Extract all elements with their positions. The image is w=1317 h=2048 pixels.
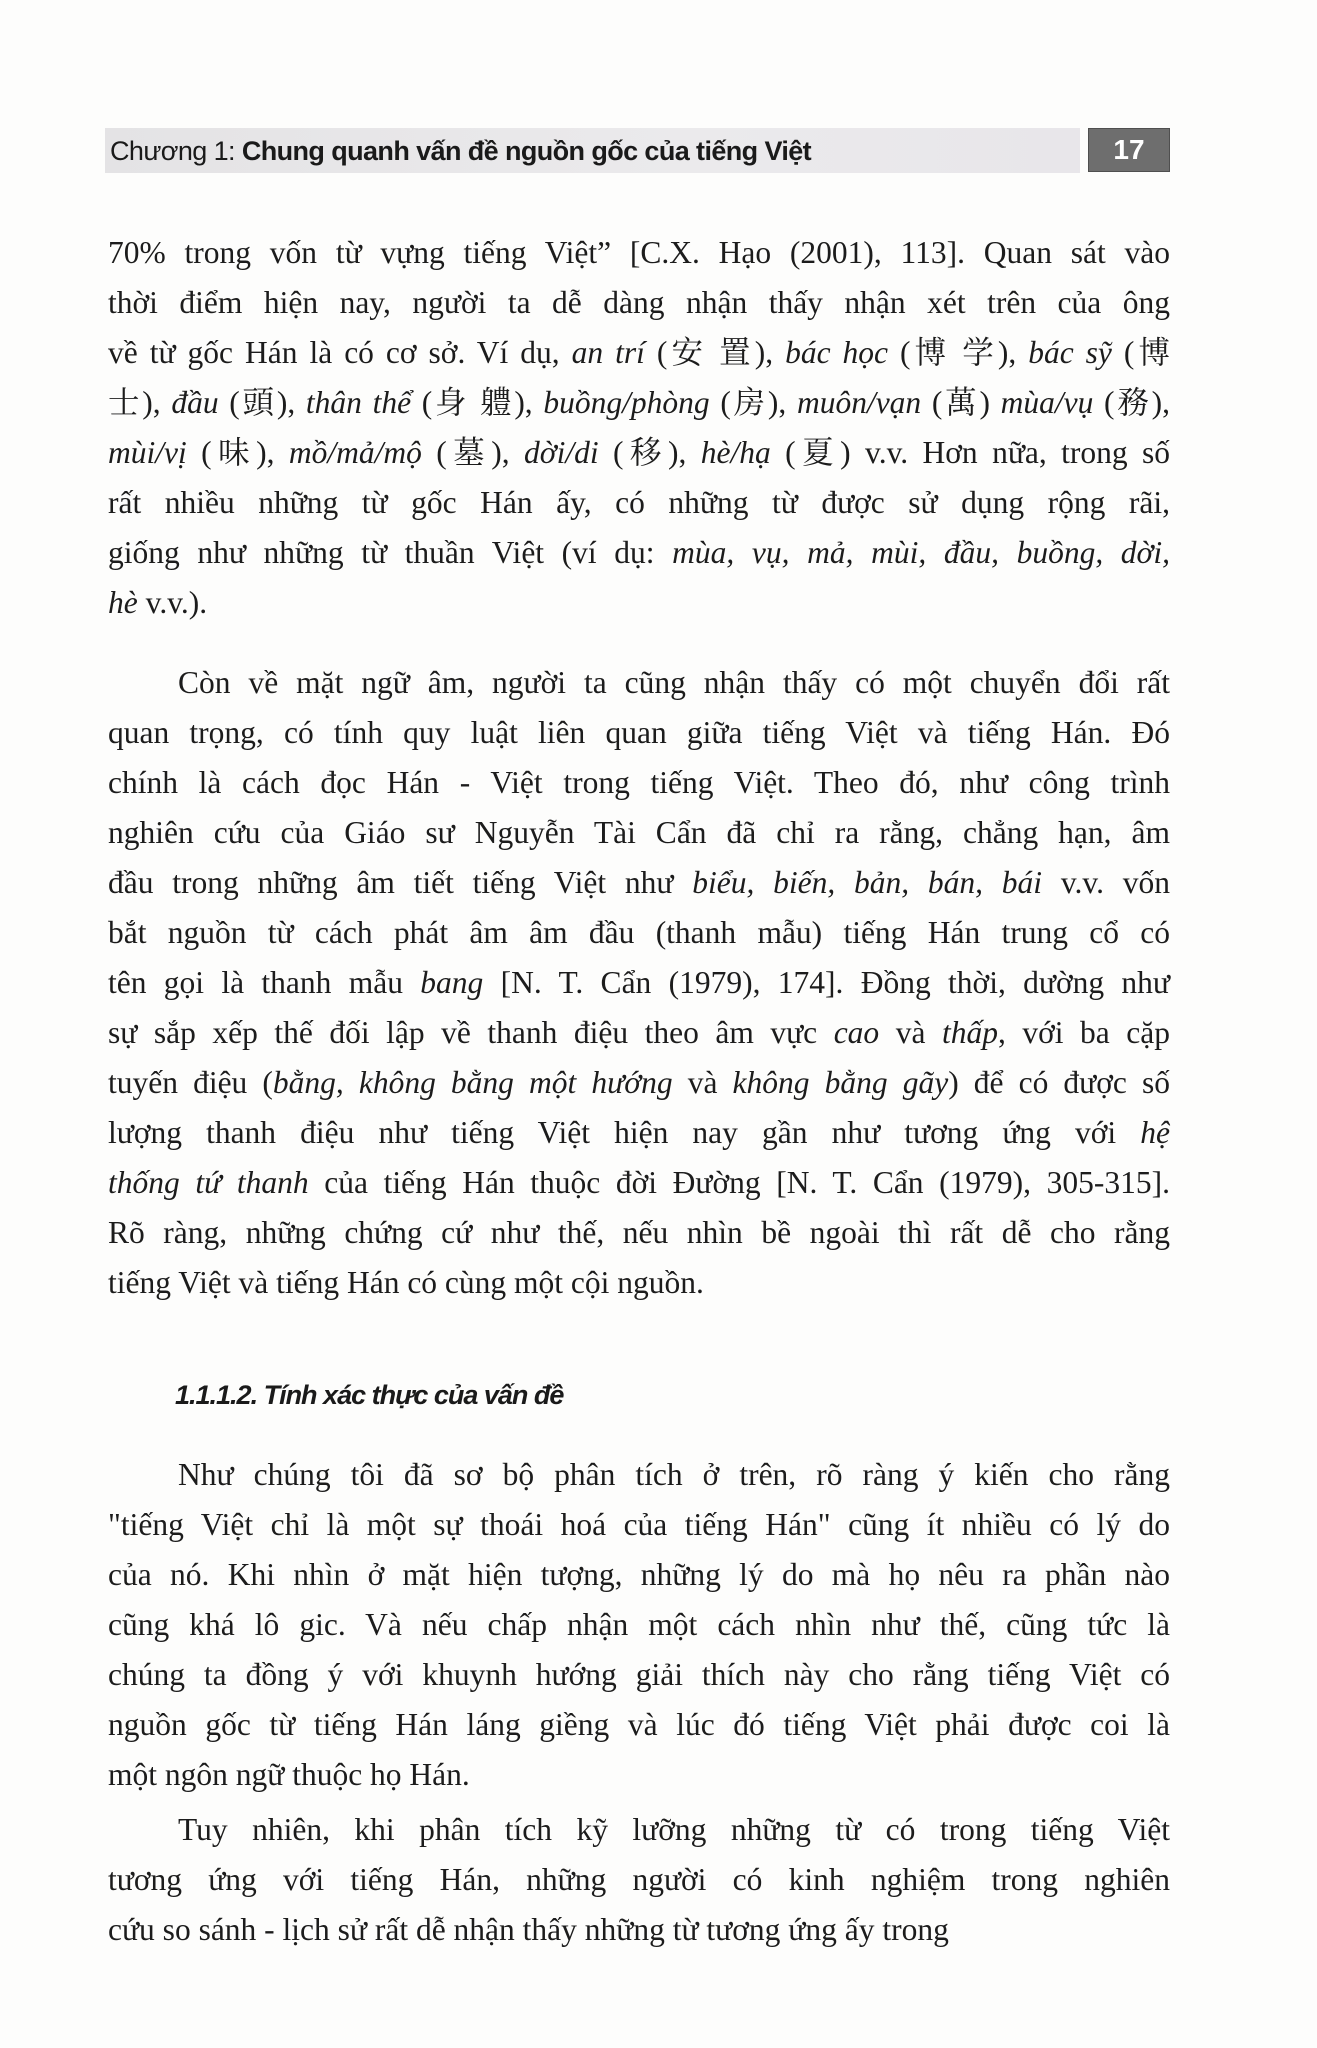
- text-run: Tuy nhiên, khi phân tích kỹ lưỡng những từ có trong tiếng Việt: [178, 1812, 1170, 1847]
- text-run: "tiếng Việt chỉ là một sự thoái hoá của tiếng Hán" cũng ít nhiều có lý do: [108, 1507, 1170, 1542]
- paragraph-3: [108, 1450, 1170, 1800]
- text-run: v.v. vốn: [1042, 865, 1170, 900]
- text-line: [108, 1905, 1170, 1955]
- text-run: , với ba cặp: [997, 1015, 1170, 1050]
- text-run: giống như những từ thuần Việt (ví dụ:: [108, 535, 673, 570]
- text-line: [108, 328, 1170, 378]
- text-line: [108, 1208, 1170, 1258]
- text-run: (房),: [709, 385, 797, 420]
- text-line: [108, 1500, 1170, 1550]
- text-run: và: [672, 1065, 733, 1100]
- text-run: rất nhiều những từ gốc Hán ấy, có những từ được sử dụng rộng rãi,: [108, 485, 1170, 520]
- section-heading: 1.1.1.2. Tính xác thực của vấn đề: [175, 1380, 564, 1410]
- text-run: (身 軆),: [411, 385, 544, 420]
- italic-term: mùa, vụ, mả, mùi, đầu, buồng, dời,: [672, 535, 1170, 570]
- text-run: nguồn gốc từ tiếng Hán láng giềng và lúc đó tiếng Việt phải được coi là: [108, 1707, 1170, 1742]
- italic-term: thống tứ thanh: [108, 1165, 309, 1200]
- text-run: nghiên cứu của Giáo sư Nguyễn Tài Cẩn đã chỉ ra rằng, chẳng hạn, âm: [108, 815, 1170, 850]
- italic-term: mùi/vị: [108, 435, 187, 470]
- text-run: (務),: [1093, 385, 1170, 420]
- italic-term: bác sỹ: [1028, 335, 1112, 370]
- page-number: 17: [1088, 128, 1170, 172]
- text-line: [108, 658, 1170, 708]
- text-run: chúng ta đồng ý với khuynh hướng giải thích này cho rằng tiếng Việt có: [108, 1657, 1170, 1692]
- text-run: tương ứng với tiếng Hán, những người có kinh nghiệm trong nghiên: [108, 1862, 1170, 1897]
- chapter-title: Chung quanh vấn đề nguồn gốc của tiếng Việt: [241, 136, 812, 166]
- chapter-label: Chương 1:: [110, 136, 235, 166]
- text-line: [108, 1108, 1170, 1158]
- text-run: Như chúng tôi đã sơ bộ phân tích ở trên, rõ ràng ý kiến cho rằng: [178, 1457, 1170, 1492]
- italic-term: bác học: [785, 335, 889, 370]
- text-line: [108, 1158, 1170, 1208]
- italic-term: muôn/vạn: [796, 385, 922, 420]
- text-line: [108, 278, 1170, 328]
- text-run: Còn về mặt ngữ âm, người ta cũng nhận thấy có một chuyển đổi rất: [178, 665, 1170, 700]
- italic-term: buồng/phòng: [543, 385, 710, 420]
- text-run: chính là cách đọc Hán - Việt trong tiếng Việt. Theo đó, như công trình: [108, 765, 1170, 800]
- italic-term: hè: [108, 585, 138, 620]
- text-run: (移),: [598, 435, 701, 470]
- text-line: [108, 908, 1170, 958]
- text-run: sự sắp xếp thế đối lập về thanh điệu theo âm vực: [108, 1015, 834, 1050]
- text-line: [108, 808, 1170, 858]
- italic-term: cao: [833, 1015, 880, 1050]
- text-run: tuyến điệu (: [108, 1065, 273, 1100]
- italic-term: hệ: [1140, 1115, 1170, 1150]
- text-line: [108, 1258, 1170, 1308]
- text-run: (頭),: [218, 385, 306, 420]
- text-run: tiếng Việt và tiếng Hán có cùng một cội nguồn.: [108, 1265, 704, 1300]
- text-run: [N. T. Cẩn (1979), 174]. Đồng thời, dường như: [483, 965, 1171, 1000]
- paragraph-2: [108, 658, 1170, 1308]
- italic-term: bằng, không bằng một hướng: [272, 1065, 673, 1100]
- italic-term: an trí: [571, 335, 645, 370]
- running-header-title: [110, 130, 811, 172]
- text-line: [108, 1650, 1170, 1700]
- text-run: thời điểm hiện nay, người ta dễ dàng nhận thấy nhận xét trên của ông: [108, 285, 1170, 320]
- italic-term: mồ/mả/mộ: [288, 435, 422, 470]
- text-line: [108, 1058, 1170, 1108]
- italic-term: thân thể: [305, 385, 412, 420]
- text-run: của nó. Khi nhìn ở mặt hiện tượng, những lý do mà họ nêu ra phần nào: [108, 1557, 1170, 1592]
- text-line: [108, 1600, 1170, 1650]
- text-line: [108, 578, 1170, 628]
- text-run: của tiếng Hán thuộc đời Đường [N. T. Cẩn (1979), 305-315].: [308, 1165, 1170, 1200]
- text-run: bắt nguồn từ cách phát âm âm đầu (thanh mẫu) tiếng Hán trung cổ có: [108, 915, 1170, 950]
- text-run: (味),: [186, 435, 289, 470]
- text-run: v.v.).: [137, 585, 208, 620]
- text-line: [108, 1805, 1170, 1855]
- text-line: [108, 228, 1170, 278]
- italic-term: thấp: [941, 1015, 998, 1050]
- text-line: [108, 1450, 1170, 1500]
- text-line: [108, 1700, 1170, 1750]
- text-run: Rõ ràng, những chứng cứ như thế, nếu nhìn bề ngoài thì rất dễ cho rằng: [108, 1215, 1170, 1250]
- paragraph-1: [108, 228, 1170, 628]
- text-run: cũng khá lô gic. Và nếu chấp nhận một cách nhìn như thế, cũng tức là: [108, 1607, 1170, 1642]
- italic-term: biểu, biến, bản, bán, bái: [692, 865, 1043, 900]
- italic-term: hè/hạ: [700, 435, 771, 470]
- text-line: [108, 528, 1170, 578]
- text-run: một ngôn ngữ thuộc họ Hán.: [108, 1757, 470, 1792]
- text-run: về từ gốc Hán là có cơ sở. Ví dụ,: [108, 335, 572, 370]
- text-run: (墓),: [421, 435, 525, 470]
- text-line: [108, 478, 1170, 528]
- italic-term: dời/di: [524, 435, 599, 470]
- italic-term: mùa/vụ: [1000, 385, 1094, 420]
- text-line: [108, 1008, 1170, 1058]
- italic-term: đầu: [171, 385, 219, 420]
- text-run: lượng thanh điệu như tiếng Việt hiện nay gần như tương ứng với: [108, 1115, 1141, 1150]
- text-line: [108, 1855, 1170, 1905]
- text-run: cứu so sánh - lịch sử rất dễ nhận thấy những từ tương ứng ấy trong: [108, 1912, 949, 1947]
- text-line: [108, 958, 1170, 1008]
- text-run: và: [879, 1015, 942, 1050]
- text-line: [108, 378, 1170, 428]
- text-run: (夏) v.v. Hơn nữa, trong số: [770, 435, 1171, 470]
- text-line: [108, 1750, 1170, 1800]
- text-run: đầu trong những âm tiết tiếng Việt như: [108, 865, 693, 900]
- text-line: [108, 1550, 1170, 1600]
- italic-term: bang: [420, 965, 484, 1000]
- text-run: tên gọi là thanh mẫu: [108, 965, 421, 1000]
- text-run: (博: [1111, 335, 1171, 370]
- text-line: [108, 858, 1170, 908]
- text-line: [108, 708, 1170, 758]
- text-line: [108, 758, 1170, 808]
- text-run: 士),: [108, 385, 172, 420]
- text-run: quan trọng, có tính quy luật liên quan giữa tiếng Việt và tiếng Hán. Đó: [108, 715, 1170, 750]
- italic-term: không bằng gãy: [732, 1065, 949, 1100]
- text-run: ) để có được số: [948, 1065, 1170, 1100]
- text-run: (博 学),: [888, 335, 1029, 370]
- text-line: [108, 428, 1170, 478]
- text-run: 70% trong vốn từ vựng tiếng Việt” [C.X. Hạo (2001), 113]. Quan sát vào: [108, 235, 1170, 270]
- text-run: (萬): [921, 385, 1001, 420]
- paragraph-4: [108, 1805, 1170, 1955]
- text-run: (安 置),: [644, 335, 786, 370]
